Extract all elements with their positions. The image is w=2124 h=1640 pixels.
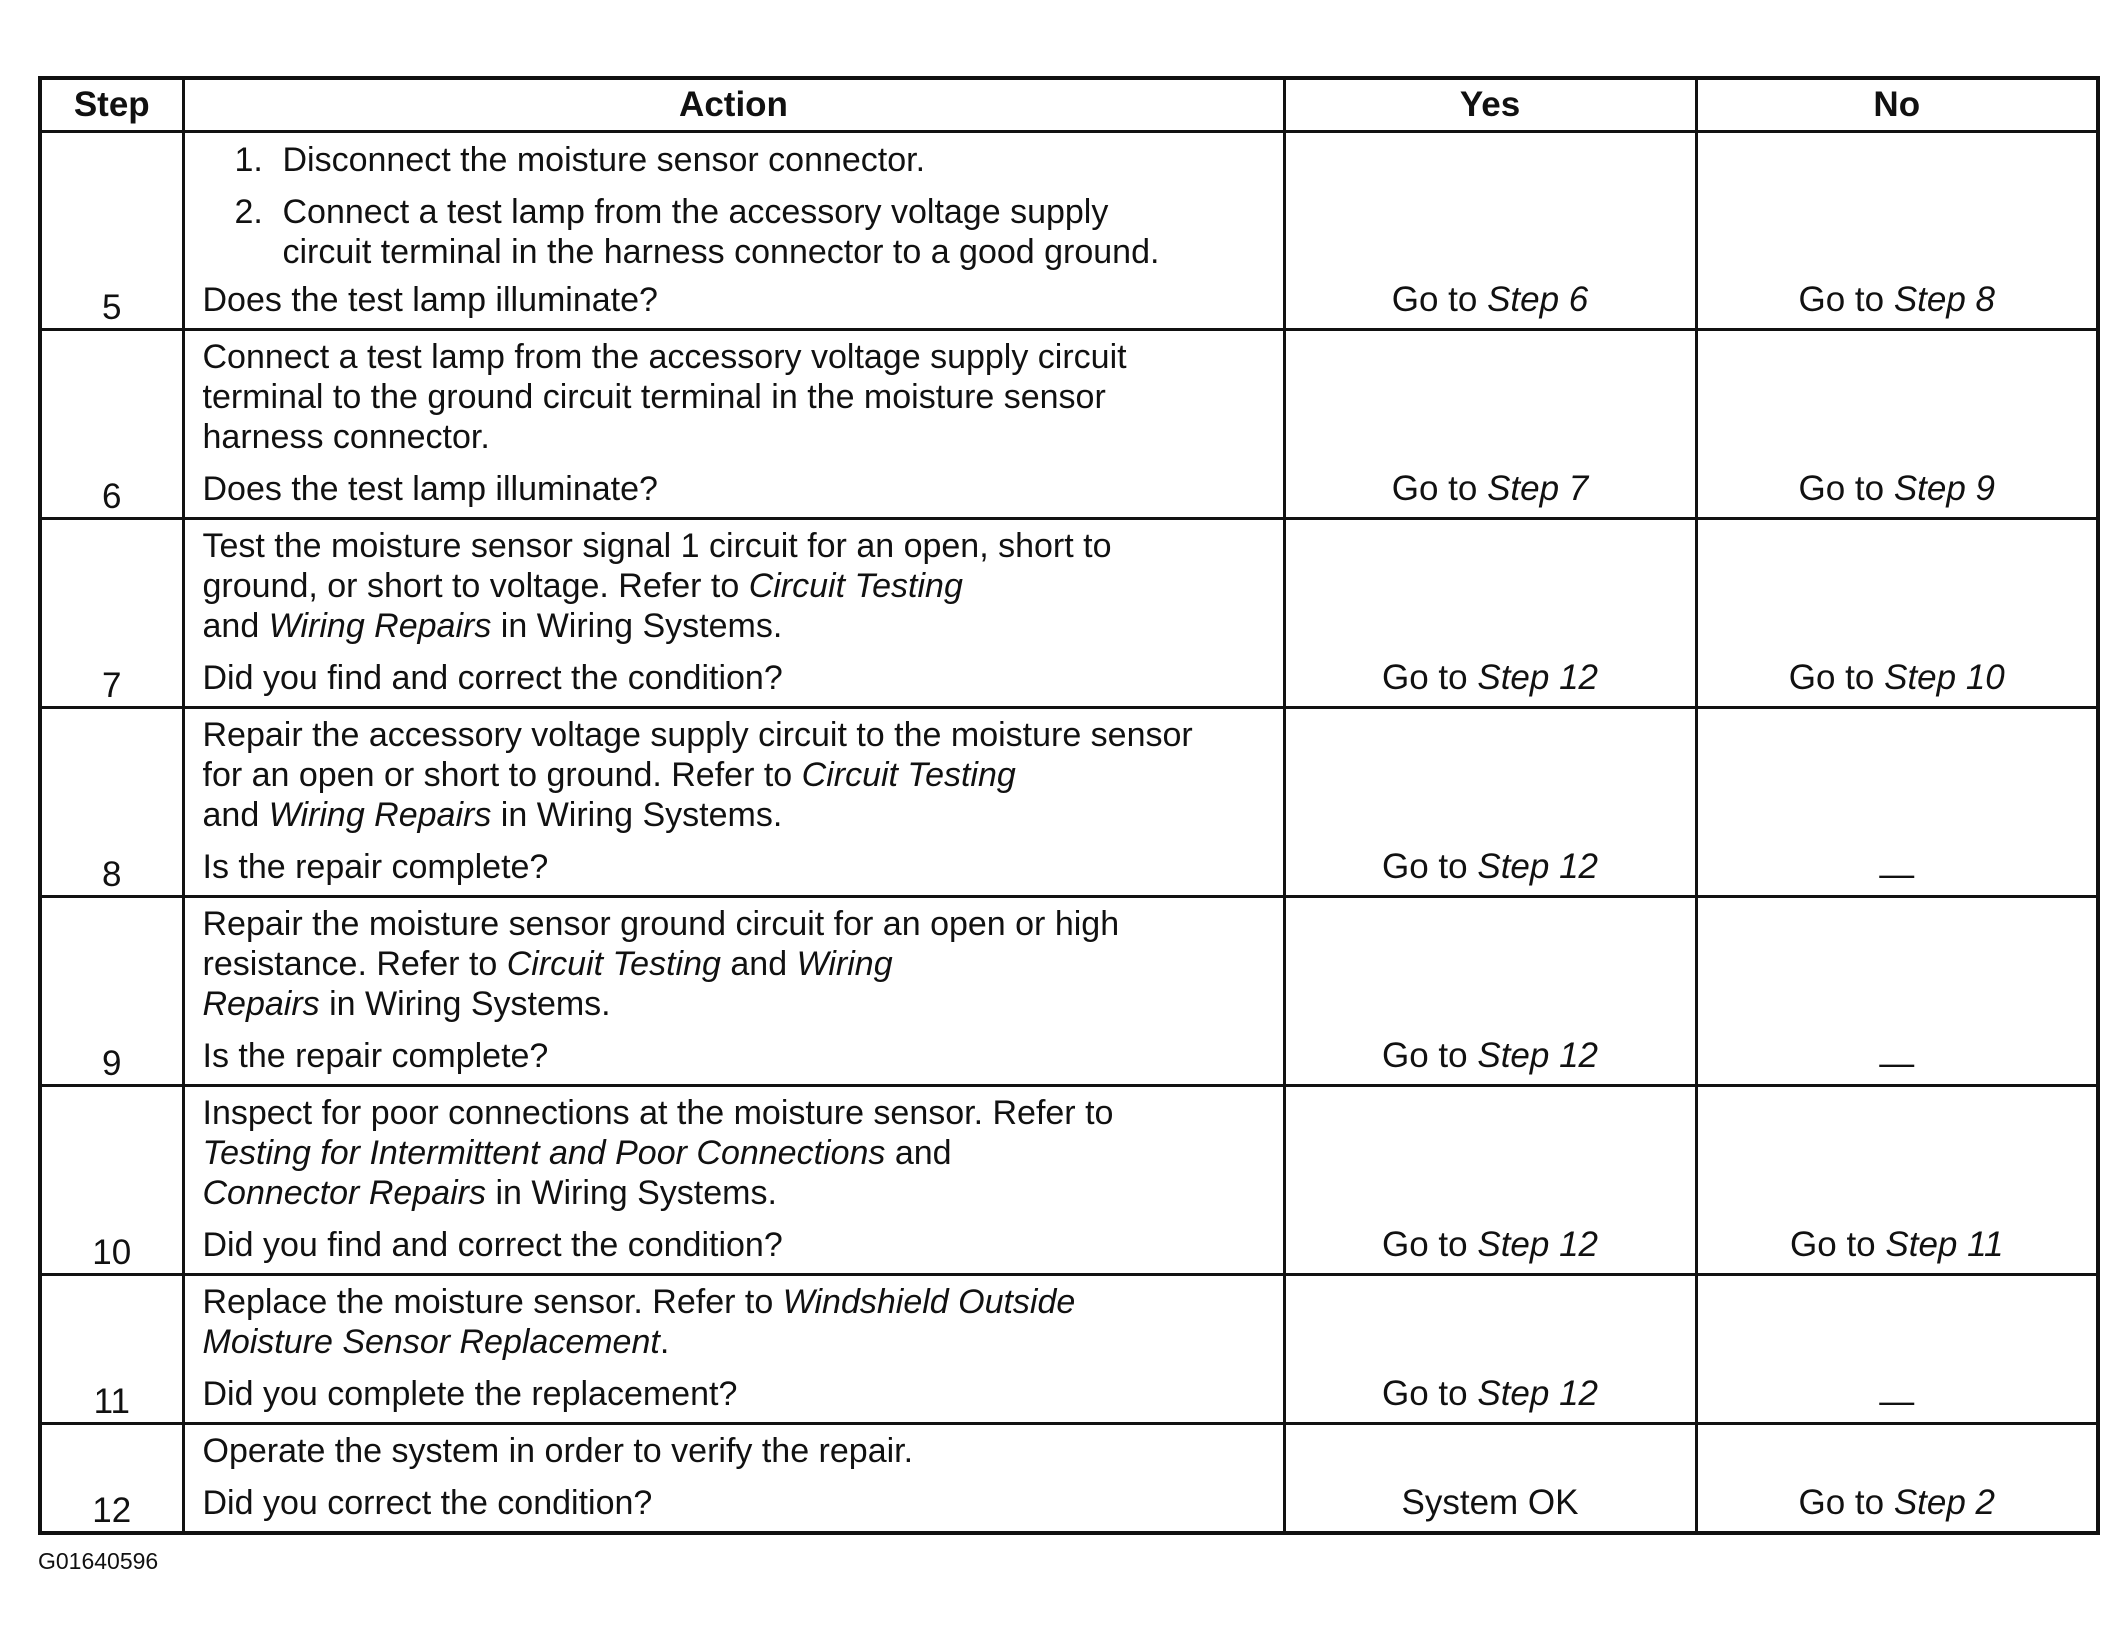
table-row [40,897,2098,1086]
action-cell [183,897,1284,1086]
action-text: Repairs in Wiring Systems. [202,985,611,1023]
step-number: 6 [40,330,183,519]
yes-cell: System OK [1284,1424,1696,1534]
goto-prefix: Go to [1382,1225,1468,1264]
table-row [40,132,2098,330]
no-cell: — [1696,1275,2098,1424]
action-cell [183,1424,1284,1534]
goto-prefix: Go to [1382,1374,1468,1413]
step-number: 7 [40,519,183,708]
step-number: 8 [40,708,183,897]
yes-cell [1284,708,1696,897]
question-text: Does the test lamp illuminate? [202,470,658,508]
doc-reference-link[interactable]: Circuit Testing [506,945,721,983]
doc-reference-link[interactable]: Connector Repairs [202,1174,486,1212]
goto-prefix: Go to [1382,847,1468,886]
action-text: Operate the system in order to verify the repair. [202,1432,914,1470]
list-number: 2. [234,193,263,231]
no-cell [1696,330,2098,519]
doc-reference-link[interactable]: Wiring Repairs [268,796,492,834]
action-text: Connect a test lamp from the accessory voltage supply circuit [202,338,1127,376]
step-link[interactable]: Step 12 [1477,847,1598,886]
action-cell [183,132,1284,330]
step-link[interactable]: Step 11 [1885,1225,2004,1264]
question-text: Is the repair complete? [202,1037,549,1075]
step-link[interactable]: Step 6 [1487,280,1589,319]
doc-reference-link[interactable]: Circuit Testing [748,567,963,605]
step-number: 5 [40,132,183,330]
step-link[interactable]: Step 12 [1477,1374,1598,1413]
diagnostic-table [38,76,2100,1535]
action-text: Connector Repairs in Wiring Systems. [202,1174,777,1212]
list-item [203,140,1271,180]
action-text: Replace the moisture sensor. Refer to Windshield Outside [202,1283,1076,1321]
table-row [40,1424,2098,1534]
table-row [40,708,2098,897]
action-cell [183,1086,1284,1275]
action-text: and Wiring Repairs in Wiring Systems. [202,607,783,645]
step-number: 11 [40,1275,183,1424]
table-row [40,1086,2098,1275]
action-cell [183,519,1284,708]
header-no: No [1696,78,2098,132]
table-row [40,1275,2098,1424]
no-cell [1696,1424,2098,1534]
step-number: 10 [40,1086,183,1275]
action-text: Repair the moisture sensor ground circuit for an open or high [202,905,1120,943]
action-text: Testing for Intermittent and Poor Connections and [202,1134,952,1172]
table-row [40,519,2098,708]
table-row [40,330,2098,519]
question-text: Did you correct the condition? [202,1484,653,1522]
step-link[interactable]: Step 9 [1893,469,1996,508]
action-text: Moisture Sensor Replacement. [202,1323,670,1361]
question-text: Does the test lamp illuminate? [202,281,658,319]
step-link[interactable]: Step 12 [1477,1036,1598,1075]
figure-id: G01640596 [38,1548,159,1574]
doc-reference-link[interactable]: Circuit Testing [801,756,1016,794]
no-cell [1696,1086,2098,1275]
action-text: ground, or short to voltage. Refer to Circuit Testing [202,567,963,605]
doc-reference-link[interactable]: Wiring Repairs [268,607,492,645]
list-item [203,192,1271,272]
header-action: Action [183,78,1284,132]
action-text: harness connector. [202,418,490,456]
action-cell [183,708,1284,897]
goto-prefix: Go to [1382,1036,1468,1075]
goto-prefix: Go to [1391,469,1478,508]
action-text: terminal to the ground circuit terminal in the moisture sensor [202,378,1106,416]
question-text: Did you complete the replacement? [202,1375,738,1413]
doc-reference-link[interactable]: Windshield Outside [782,1283,1076,1321]
doc-reference-link[interactable]: Testing for Intermittent and Poor Connections [202,1134,886,1172]
action-list [203,140,1271,272]
no-cell: — [1696,897,2098,1086]
list-number: 1. [234,141,263,179]
no-cell [1696,519,2098,708]
question-text: Did you find and correct the condition? [202,1226,783,1264]
yes-cell [1284,897,1696,1086]
step-link[interactable]: Step 2 [1893,1483,1996,1522]
step-number: 9 [40,897,183,1086]
step-link[interactable]: Step 12 [1477,658,1598,697]
action-text: and Wiring Repairs in Wiring Systems. [202,796,783,834]
action-cell [183,1275,1284,1424]
action-text: resistance. Refer to Circuit Testing and Wiring [202,945,893,983]
action-text: Inspect for poor connections at the moisture sensor. Refer to [202,1094,1114,1132]
step-link[interactable]: Step 8 [1893,280,1996,319]
goto-prefix: Go to [1798,280,1885,319]
header-row [40,78,2098,132]
goto-prefix: Go to [1382,658,1468,697]
goto-prefix: Go to [1798,1483,1885,1522]
goto-prefix: Go to [1788,658,1875,697]
goto-prefix: Go to [1798,469,1885,508]
action-cell [183,330,1284,519]
question-text: Did you find and correct the condition? [202,659,783,697]
goto-prefix: Go to [1790,1225,1876,1264]
yes-cell [1284,132,1696,330]
doc-reference-link[interactable]: Repairs [202,985,320,1023]
yes-cell [1284,519,1696,708]
action-text: for an open or short to ground. Refer to Circuit Testing [202,756,1016,794]
yes-cell [1284,330,1696,519]
goto-prefix: Go to [1391,280,1478,319]
no-cell: — [1696,708,2098,897]
step-link[interactable]: Step 7 [1487,469,1589,508]
list-text: circuit terminal in the harness connector to a good ground. [282,233,1160,271]
question-text: Is the repair complete? [202,848,549,886]
list-text: Connect a test lamp from the accessory voltage supply [282,193,1109,231]
step-link[interactable]: Step 10 [1884,658,2005,697]
action-text: Repair the accessory voltage supply circuit to the moisture sensor [202,716,1193,754]
doc-reference-link[interactable]: Moisture Sensor Replacement [202,1323,660,1361]
no-cell [1696,132,2098,330]
list-text: Disconnect the moisture sensor connector. [282,141,926,179]
step-link[interactable]: Step 12 [1477,1225,1598,1264]
yes-cell [1284,1275,1696,1424]
action-text: Test the moisture sensor signal 1 circuit for an open, short to [202,527,1112,565]
doc-reference-link[interactable]: Wiring [796,945,893,983]
header-step: Step [40,78,183,132]
yes-cell [1284,1086,1696,1275]
step-number: 12 [40,1424,183,1534]
header-yes: Yes [1284,78,1696,132]
